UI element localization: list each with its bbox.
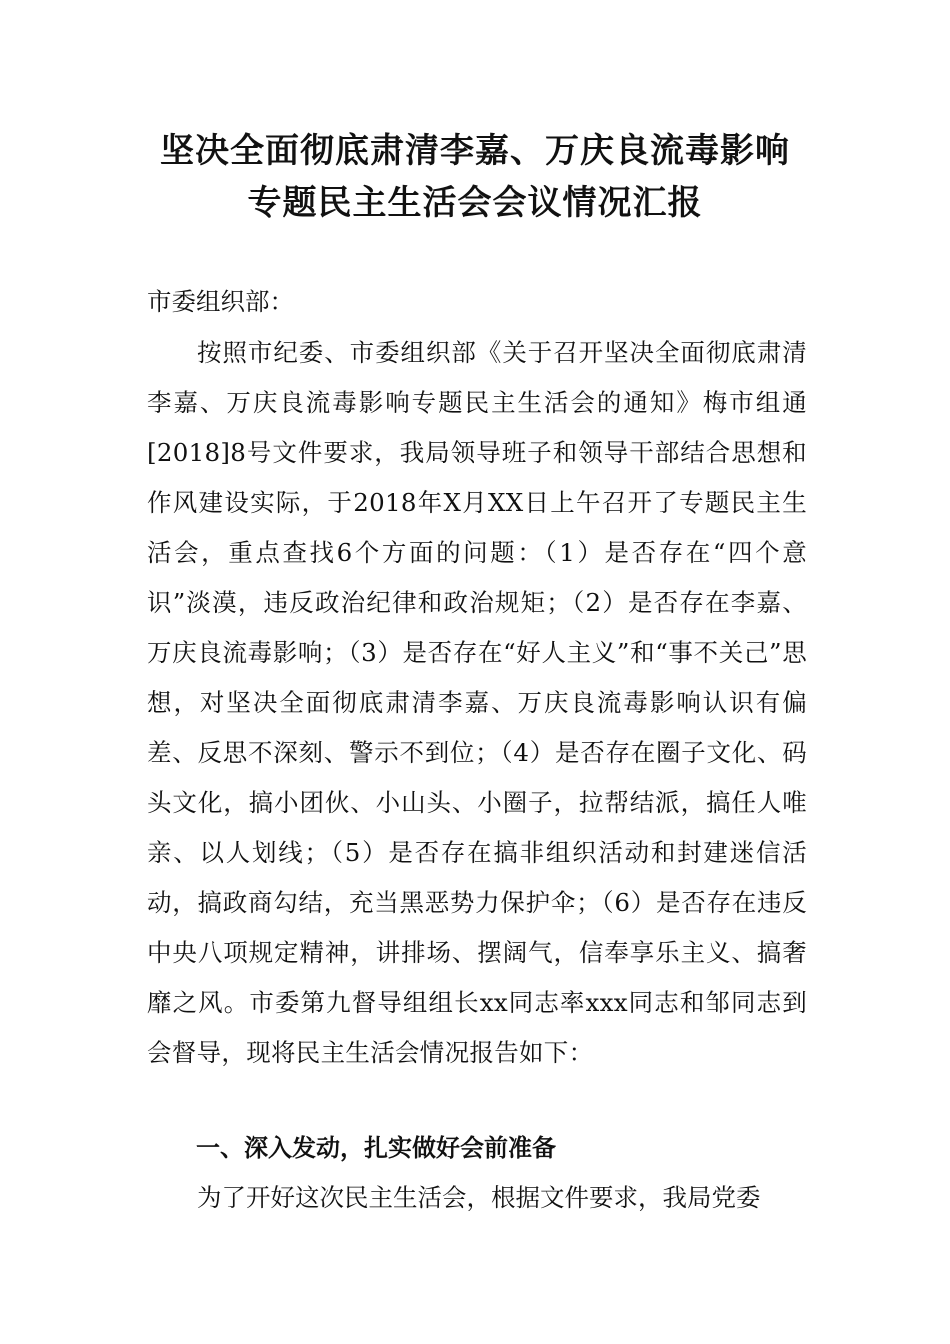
body-paragraph-2: 为了开好这次民主生活会，根据文件要求，我局党委 (197, 1183, 761, 1212)
document-title-line-2: 专题民主生活会会议情况汇报 (247, 183, 703, 223)
section-heading-1: 一、深入发动，扎实做好会前准备 (196, 1134, 556, 1162)
salutation: 市委组织部： (147, 287, 294, 316)
body-paragraph-1: 按照市纪委、市委组织部《关于召开坚决全面彻底肃清李嘉、万庆良流毒影响专题民主生活会的通知》梅市组通[2018]8号文件要求，我局领导班子和领导干部结合思想和作风建设实际，于2018年X月XX日上午召开了专题民主生活会，重点查找6个方面的问题：（1）是否存在“四个意识”淡漠，违反政治纪律和政治规矩；（2）是否存在李嘉、万庆良流毒影响；（3）是否存在“好人主义”和“事不关己”思想，对坚决全面彻底肃清李嘉、万庆良流毒影响认识有偏差、反思不深刻、警示不到位；（4）是否存在圈子文化、码头文化，搞小团伙、小山头、小圈子，拉帮结派，搞任人唯亲、以人划线；（5）是否存在搞非组织活动和封建迷信活动，搞政商勾结，充当黑恶势力保护伞；（6）是否存在违反中央八项规定精神，讲排场、摆阔气，信奉享乐主义、搞奢靡之风。市委第九督导组组长xx同志率xxx同志和邹同志到会督导，现将民主生活会情况报告如下： (147, 338, 807, 1067)
document-title-line-1: 坚决全面彻底肃清李嘉、万庆良流毒影响 (160, 131, 790, 171)
